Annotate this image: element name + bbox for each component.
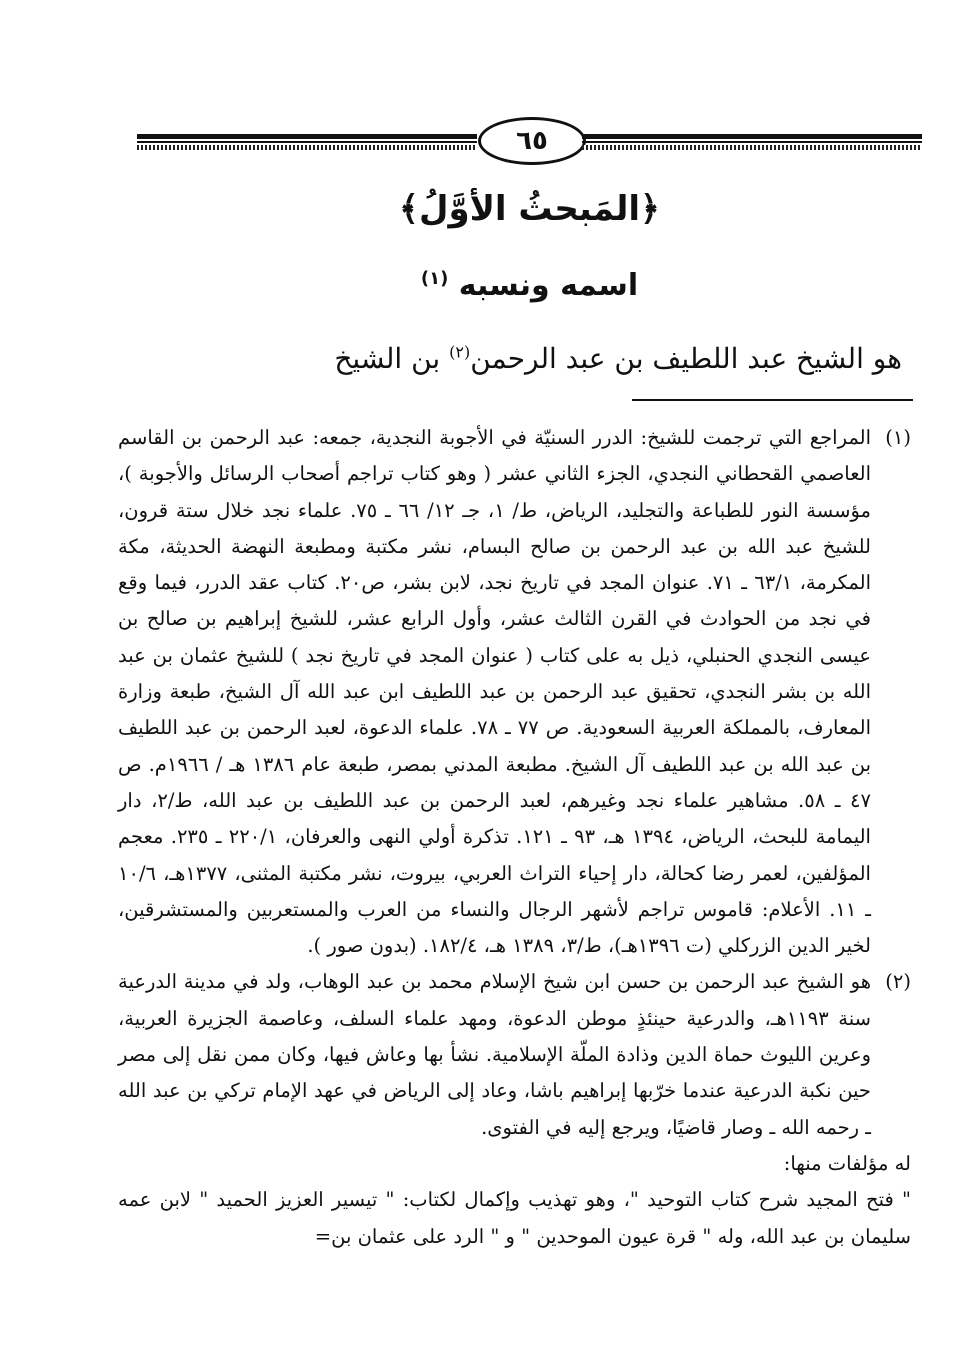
header-rule-right	[582, 128, 922, 154]
header-rule-left	[137, 128, 477, 154]
footnotes	[118, 420, 911, 1255]
works-text: " فتح المجيد شرح كتاب التوحيد "، وهو تهذيب وإكمال لكتاب: " تيسير العزيز الحميد " لابن عمه سليمان بن عبد الله، وله " قرة عيون الموحدين " و " الرد على عثمان بن=	[118, 1188, 911, 1248]
footnote-separator	[632, 399, 913, 401]
intro-footnote-ref: (٢)	[449, 342, 471, 362]
footnote-2-number: (٢)	[885, 970, 911, 994]
footnote-1	[118, 420, 911, 964]
intro-paragraph	[252, 342, 902, 375]
subtitle-text: اسمه ونسبه	[458, 268, 639, 303]
footnote-2-text: هو الشيخ عبد الرحمن بن حسن ابن شيخ الإسلام محمد بن عبد الوهاب، ولد في مدينة الدرعية سنة ١١٩٣هـ، والدرعية حينئذٍ موطن الدعوة، ومهد علماء السلف، وعاصمة الجزيرة العربية، وعرين الليوث حماة الدين وذادة الملّة الإسلامية. نشأ بها وعاش فيها، وكان ممن نقل إلى مصر حين نكبة الدرعية عندما خرّبها إبراهيم باشا، وعاد إلى الرياض في عهد الإمام تركي بن عبد الله ـ رحمه الله ـ وصار قاضيًا، ويرجع إليه في الفتوى.	[118, 970, 871, 1139]
footnote-1-text: المراجع التي ترجمت للشيخ: الدرر السنيّة في الأجوبة النجدية، جمعه: عبد الرحمن بن القاسم العاصمي القحطاني النجدي، الجزء الثاني عشر ( وهو كتاب تراجم أصحاب الرسائل والأجوبة )، مؤسسة النور للطباعة والتجليد، الرياض، ط/ ١، جـ ١٢/ ٦٦ ـ ٧٥. علماء نجد خلال ستة قرون، للشيخ عبد الله بن عبد الرحمن بن صالح البسام، نشر مكتبة ومطبعة النهضة الحديثة، مكة المكرمة، ٦٣/١ ـ ٧١. عنوان المجد في تاريخ نجد، لابن بشر، ص٢٠. كتاب عقد الدرر، فيما وقع في نجد من الحوادث في القرن الثالث عشر، وأول الرابع عشر، للشيخ إبراهيم بن صالح بن عيسى النجدي الحنبلي، ذيل به على كتاب ( عنوان المجد في تاريخ نجد ) للشيخ عثمان بن عبد الله بن بشر النجدي، تحقيق عبد الرحمن بن عبد اللطيف ابن عبد الله آل الشيخ، طبعة وزارة المعارف، بالمملكة العربية السعودية. ص ٧٧ ـ ٧٨. علماء الدعوة، لعبد الرحمن بن عبد اللطيف بن عبد الله بن عبد اللطيف آل الشيخ. مطبعة المدني بمصر، طبعة عام ١٣٨٦ هـ / ١٩٦٦م. ص ٤٧ ـ ٥٨. مشاهير علماء نجد وغيرهم، لعبد الرحمن بن عبد اللطيف بن عبد الله، ط/٢، دار اليمامة للبحث، الرياض، ١٣٩٤ هـ، ٩٣ ـ ١٢١. تذكرة أولي النهى والعرفان، ٢٢٠/١ ـ ٢٣٥. معجم المؤلفين، لعمر رضا كحالة، دار إحياء التراث العربي، بيروت، نشر مكتبة المثنى، ١٣٧٧هـ، ١٠/٦ ـ ١١. الأعلام: قاموس تراجم لأشهر الرجال والنساء من العرب والمستعربين والمستشرقين، لخير الدين الزركلي (ت ١٣٩٦هـ)، ط/٣، ١٣٨٩ هـ، ١٨٢/٤. (بدون صور ).	[118, 426, 872, 958]
section-title: ﴿المَبحثُ الأوَّلُ﴾	[399, 189, 660, 229]
works-intro: له مؤلفات منها:	[783, 1151, 911, 1175]
intro-text-after: بن الشيخ	[334, 342, 450, 375]
footnote-1-number: (١)	[885, 426, 911, 449]
intro-text-before: هو الشيخ عبد اللطيف بن عبد الرحمن	[470, 342, 902, 375]
subtitle-footnote-ref: (١)	[420, 268, 449, 289]
page-number: ٦٥	[478, 117, 586, 165]
footnote-2	[118, 964, 911, 1145]
subtitle	[137, 268, 922, 303]
